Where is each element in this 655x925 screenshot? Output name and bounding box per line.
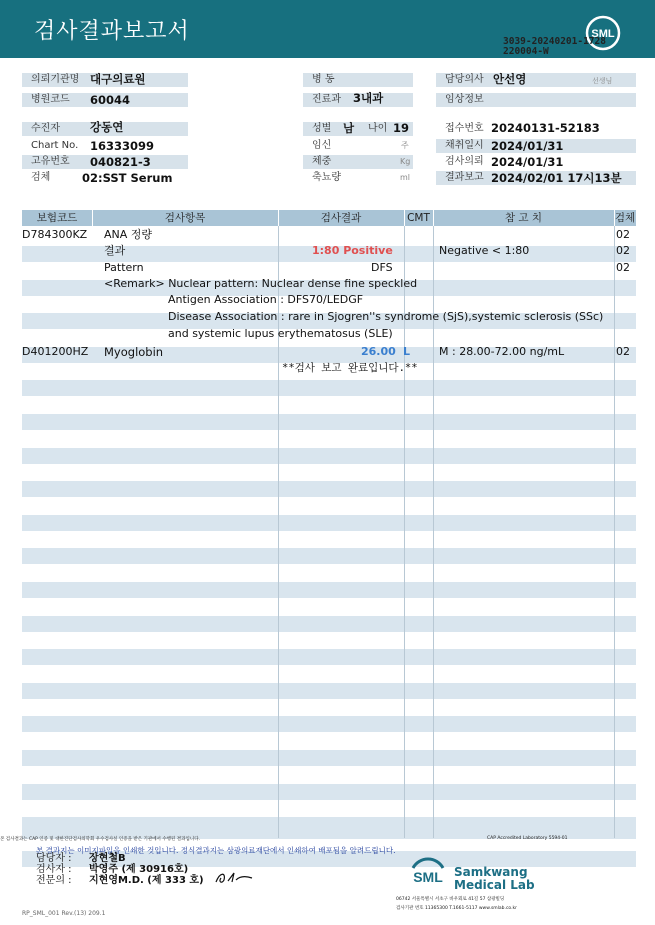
doctor-label: 담당의사: [445, 74, 484, 85]
myo-flag: L: [403, 345, 411, 358]
table-row-band: [22, 750, 636, 766]
svg-text:SML: SML: [413, 869, 443, 885]
row2-item: 결과: [104, 244, 126, 257]
chart-label: Chart No.: [22, 139, 82, 153]
weight-label: 체중: [312, 156, 332, 167]
th-item: 검사항목: [164, 212, 206, 224]
table-row-band: [22, 380, 636, 396]
table-header: [22, 210, 636, 226]
remark-line2: Antigen Association : DFS70/LEDGF: [168, 293, 364, 306]
table-row-band: [22, 414, 636, 430]
table-row-band: [22, 548, 636, 564]
header-divider: [92, 210, 93, 226]
table-row-band: [22, 582, 636, 598]
lab-address-line1: 06742 서울특별시 서초구 바우뫼로 41길 57 삼광빌딩: [396, 897, 505, 902]
myo-ref: M : 28.00-72.00 ng/mL: [439, 345, 565, 358]
report-value: 2024/02/01 17시13분: [491, 171, 622, 185]
th-specimen: 검체: [614, 212, 636, 224]
request-value: 2024/01/31: [491, 155, 564, 169]
collect-label: 채취일시: [436, 139, 636, 153]
dept-label: 진료과: [303, 93, 413, 107]
row1-specimen: 02: [616, 228, 630, 241]
doc-no-line1: 3039-20240201-1728: [503, 36, 606, 47]
chart-value: 16333099: [90, 139, 155, 153]
sex-label: 성별: [312, 123, 332, 134]
patient-value: 강동연: [90, 120, 124, 134]
specimen-label: 검체: [22, 171, 82, 185]
table-row-band: [22, 448, 636, 464]
svg-text:SML: SML: [591, 28, 615, 40]
header-divider: [278, 210, 279, 226]
lab-name-line2: Medical Lab: [454, 878, 535, 892]
row1-item: ANA 정량: [104, 228, 153, 241]
doc-no-line2: 220004-W: [503, 46, 549, 57]
table-row-band: [22, 784, 636, 800]
cap-note: CAP Accredited Laboratory 5594-01: [487, 836, 568, 841]
column-divider: [614, 226, 615, 838]
myo-specimen: 02: [616, 345, 630, 358]
table-row-band: [22, 481, 636, 497]
report-label: 결과보고: [436, 171, 636, 185]
myo-code: D401200HZ: [22, 345, 89, 358]
row3-specimen: 02: [616, 261, 630, 274]
page-title: 검사결과보고서: [34, 19, 190, 44]
urine-label: 축뇨량: [312, 172, 341, 183]
pregnancy-label: 임신: [312, 140, 332, 151]
clinical-label: 임상정보: [436, 93, 636, 107]
row3-item: Pattern: [104, 261, 144, 274]
patient-label: 수진자: [22, 122, 82, 136]
th-ref: 참 고 치: [504, 212, 543, 224]
table-row-band: [22, 616, 636, 632]
requester-value: 대구의료원: [90, 72, 146, 86]
lab-address-line2: 검사기관 번호 11365300 T.1661-5117 www.smlab.co.kr: [396, 906, 517, 911]
hospital-code-label: 병원코드: [22, 93, 82, 107]
doctor-value: 안선영: [493, 72, 527, 86]
row2-ref: Negative < 1:80: [439, 244, 530, 257]
specialist-label: 전문의 :: [36, 875, 72, 886]
row3-result: DFS: [371, 261, 393, 274]
table-row-band: [22, 649, 636, 665]
signature-image: [212, 868, 258, 886]
pregnancy-unit: 주: [401, 141, 409, 150]
remark-line1: <Remark> Nuclear pattern: Nuclear dense fine speckled: [104, 277, 418, 290]
row2-result: 1:80 Positive: [312, 244, 393, 257]
row1-code: D784300KZ: [22, 228, 88, 241]
requester-label: 의뢰기관명: [22, 73, 82, 87]
age-value: 19: [393, 121, 410, 135]
sex-value: 남: [343, 121, 355, 135]
doctor-suffix: 선생님: [592, 77, 613, 85]
table-row-band: [22, 515, 636, 531]
weight-unit: Kg: [400, 157, 411, 166]
specimen-value: 02:SST Serum: [82, 171, 173, 185]
myo-result: 26.00: [361, 345, 396, 358]
sml-logo-bottom-icon: [407, 854, 449, 894]
th-cmt: CMT: [407, 212, 430, 224]
receipt-value: 20240131-52183: [491, 121, 600, 135]
myo-item: Myoglobin: [104, 345, 164, 359]
reporter-name: 장현철B: [89, 853, 126, 864]
inspector-label: 검사자 :: [36, 864, 72, 875]
table-row-band: [22, 683, 636, 699]
ward-label: 병 동: [303, 73, 413, 87]
th-result: 검사결과: [320, 212, 362, 224]
age-label: 나이: [368, 123, 388, 134]
unique-value: 040821-3: [90, 155, 151, 169]
collect-value: 2024/01/31: [491, 139, 564, 153]
remark-line3: Disease Association : rare in Sjogren''s syndrome (SjS),systemic sclerosis (SSc): [168, 310, 604, 323]
disclaimer-text: 본 검사결과는 CAP 인증 및 대한진단검사의학회 우수검사실 인증을 받은 기관에서 수행된 결과입니다.: [0, 837, 200, 842]
lab-address: [396, 895, 556, 913]
reporter-label: 담당자 :: [36, 853, 72, 864]
lab-name-line1: Samkwang: [454, 865, 528, 879]
print-note: 본 결과지는 이미지파일을 인쇄한 것입니다. 정식결과지는 삼광의료재단에서 인쇄하여 배포됨을 알려드립니다.: [36, 846, 396, 855]
end-text: **검사 보고 완료입니다.**: [282, 362, 418, 374]
document-number: [503, 37, 648, 57]
hospital-code-value: 60044: [90, 93, 131, 107]
header-divider: [433, 210, 434, 226]
header-divider: [404, 210, 405, 226]
dept-value: 3내과: [353, 91, 384, 105]
row2-specimen: 02: [616, 244, 630, 257]
urine-unit: ml: [400, 173, 411, 182]
th-code: 보험코드: [36, 212, 78, 224]
remark-line4: and systemic lupus erythematosus (SLE): [168, 327, 393, 340]
receipt-label: 접수번호: [436, 122, 636, 136]
lab-name: [454, 866, 535, 892]
header-divider: [614, 210, 615, 226]
specialist-name: 지현영M.D. (제 333 호): [89, 875, 204, 886]
request-label: 검사의뢰: [436, 155, 636, 169]
unique-label: 고유번호: [31, 156, 70, 167]
table-row-band: [22, 716, 636, 732]
form-code: RP_SML_001 Rev.(13) 209.1: [22, 910, 106, 917]
inspector-name: 박영주 (제 30916호): [89, 864, 189, 875]
